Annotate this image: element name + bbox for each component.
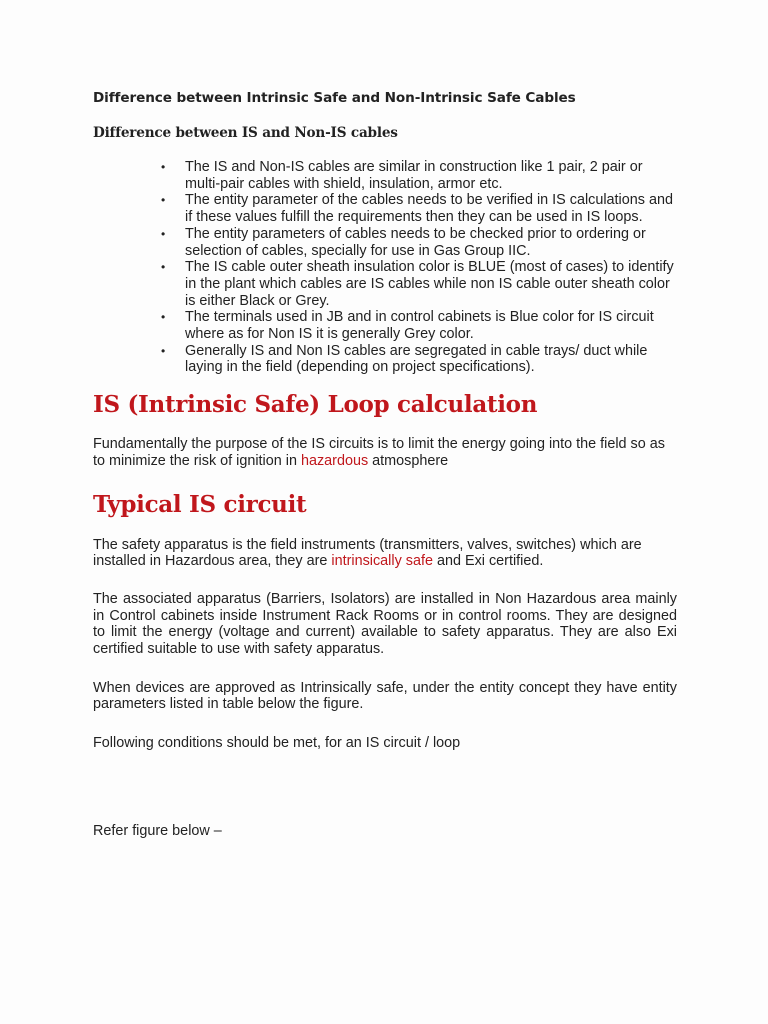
associated-apparatus-paragraph: The associated apparatus (Barriers, Isolators) are installed in Non Hazardous area mainly in Control cabinets inside Instrument Rack Rooms or in control rooms. They are designed to limit the energy (voltage and current) available to safety apparatus. They are also Exi certified suitable to use with safety apparatus. xyxy=(93,590,677,658)
bullet-icon: • xyxy=(161,160,166,174)
purpose-text-end: atmosphere xyxy=(368,452,449,469)
list-item-text: The IS cable outer sheath insulation color is BLUE (most of cases) to identify in the plant which cables are IS cables while non IS cable outer sheath color is either Black or Grey. xyxy=(185,259,674,309)
list-item-text: The terminals used in JB and in control cabinets is Blue color for IS circuit where as for Non IS it is generally Grey color. xyxy=(185,309,654,343)
list-item-text: Generally IS and Non IS cables are segregated in cable trays/ duct while laying in the field (depending on project specifications). xyxy=(185,342,648,376)
list-item xyxy=(161,225,677,259)
document-page xyxy=(93,88,677,840)
refer-figure-paragraph: Refer figure below – xyxy=(93,822,222,839)
bullet-icon: • xyxy=(161,193,166,208)
bullet-icon: • xyxy=(161,310,166,325)
safety-apparatus-paragraph xyxy=(93,537,677,570)
list-item xyxy=(161,259,677,309)
loop-calculation-heading: IS (Intrinsic Safe) Loop calculation xyxy=(93,391,538,419)
list-item xyxy=(161,342,677,376)
entity-concept-paragraph: When devices are approved as Intrinsically safe, under the entity concept they have entity parameters listed in table below the figure. xyxy=(93,679,677,713)
list-item-text: The entity parameters of cables needs to be checked prior to ordering or selection of cables, specially for use in Gas Group IIC. xyxy=(185,225,646,259)
list-item xyxy=(161,192,677,226)
intrinsically-safe-link[interactable]: intrinsically safe xyxy=(331,553,433,570)
purpose-text: Fundamentally the purpose of the IS circuits is to limit the energy going into the field so as to minimize the risk of ignition in xyxy=(93,436,665,469)
list-item-text: The IS and Non-IS cables are similar in construction like 1 pair, 2 pair or multi-pair cables with shield, insulation, armor etc. xyxy=(185,159,643,192)
bullet-icon: • xyxy=(161,226,166,241)
bullet-icon: • xyxy=(161,343,166,358)
list-item xyxy=(161,159,677,192)
bullet-icon: • xyxy=(161,260,166,275)
list-item-text: The entity parameter of the cables needs to be verified in IS calculations and if these values fulfill the requirements then they can be used in IS loops. xyxy=(185,192,673,226)
conditions-paragraph: Following conditions should be met, for an IS circuit / loop xyxy=(93,735,461,752)
document-title: Difference between Intrinsic Safe and Non-Intrinsic Safe Cables xyxy=(93,90,576,106)
list-item xyxy=(161,309,677,343)
safety-apparatus-text: The safety apparatus is the field instruments (transmitters, valves, switches) which are installed in Hazardous area, they are xyxy=(93,536,642,570)
cable-differences-list xyxy=(93,159,677,376)
document-subtitle: Difference between IS and Non-IS cables xyxy=(93,125,398,141)
safety-apparatus-text-end: and Exi certified. xyxy=(432,553,544,570)
hazardous-link[interactable]: hazardous xyxy=(300,452,369,469)
typical-circuit-heading: Typical IS circuit xyxy=(93,490,307,518)
purpose-paragraph xyxy=(93,436,677,469)
